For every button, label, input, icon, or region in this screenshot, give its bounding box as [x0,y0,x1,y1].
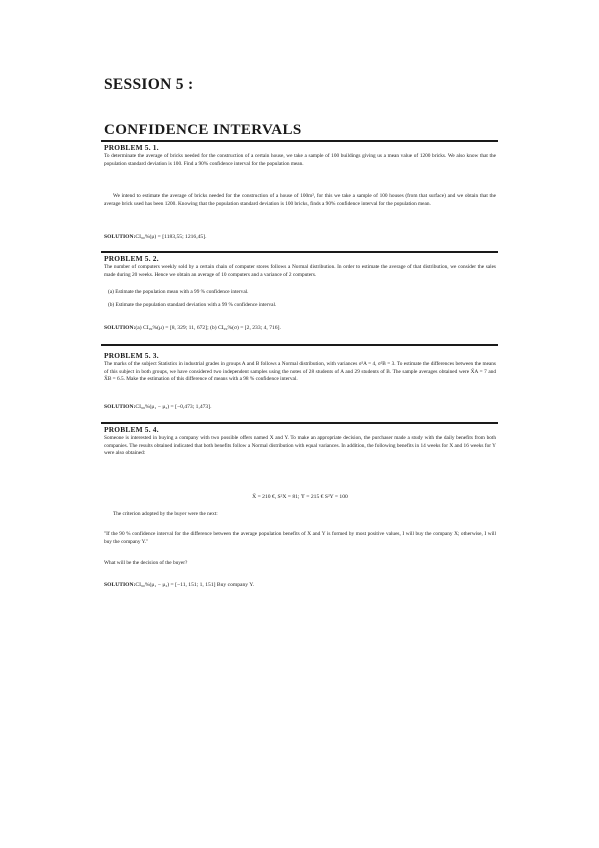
session-title: SESSION 5 : [104,76,194,93]
problem-1-paragraph-2: We intend to estimate the average of bricks needed for the construction of a house of 100m², for this we take a sample of 100 houses (from that surface) and we obtain that the average brick used has been 1200. Knowing that the population standard deviation is 100 bricks, finds a 90% confidence interval for the population mean. [104,193,496,207]
problem-1-title: PROBLEM 5. 1. [104,143,159,152]
problem-4-solution [104,582,496,590]
problem-4-criterion-quote: "If the 90 % confidence interval for the difference between the average population benefits of X and Y is formed by most positive values, I will buy the company X; otherwise, I will buy the company Y." [104,531,496,545]
solution-value: CI₉₀%(μ₁ − μ₂) = [−11, 151; 1, 151] Buy company Y. [135,582,255,588]
problem-4-formula: X̄ = 210 €, S²X = 81; Ȳ = 215 € S²Y = 100 [252,494,348,500]
problem-2-paragraph-1: The number of computers weekly sold by a certain chain of computer stores follows a Normal distribution. In order to estimate the average of that distribution, we consider the sales made during 20 weeks. Hence we obtain an average of 10 computers and a variance of 2 computers. [104,264,496,278]
problem-1-paragraph-1: To determinate the average of bricks needed for the construction of a certain house, we take a sample of 100 buildings giving us a mean value of 1200 bricks. We also know that the population standard deviation is 100. Find a 90% confidence interval for the population mean. [104,153,496,167]
problem-4-title: PROBLEM 5. 4. [104,425,159,434]
problem-3-title: PROBLEM 5. 3. [104,351,159,360]
solution-value: CI₉₀%(μ) = [1183,55; 1216,45]. [135,234,207,240]
problem-3-paragraph-1: The marks of the subject Statistics in industrial grades in groups A and B follows a Normal distribution, with variances σ²A = 4, σ²B = 3. To estimate the differences between the means of this subject in both groups, we have considered two independent samples using the notes of 28 students of A and 29 students of B. The sample averages obtained were X̄A = 7 and X̄B = 6.5. Make the estimation of this difference of means with a 98 % confidence interval. [104,361,496,382]
solution-value: CI₉₈%(μ₁ − μ₂) = [−0,473; 1,473]. [135,404,212,410]
solution-label: SOLUTION: [104,325,136,331]
problem-4-question: What will be the decision of the buyer? [104,560,188,566]
problem-2-item-a: (a) Estimate the population mean with a 99 % confidence interval. [108,289,249,295]
problem-2-item-b: (b) Estimate the population standard deviation with a 99 % confidence interval. [108,302,277,308]
solution-value: (a) CI₉₉%(μ) = [8, 329; 11, 672]; (b) CI₉₉%(σ) = [2, 233; 4, 716]. [135,325,281,331]
problem-2-title: PROBLEM 5. 2. [104,254,159,263]
solution-label: SOLUTION: [104,234,136,240]
solution-label: SOLUTION: [104,404,136,410]
problem-1-solution [104,234,496,242]
problem-4-paragraph-1: Someone is interested in buying a company with two possible offers named X and Y. To make an appropriate decision, the purchaser made a study with the daily benefits from both companies. The results obtained indicated that both benefits follow a Normal distribution with equal variances. In addition, the following benefits in 14 weeks for X and 16 weeks for Y were also obtained: [104,435,496,456]
problem-2-solution [104,325,496,333]
problem-4-criterion-intro: The criterion adopted by the buyer were the next: [113,511,218,517]
problem-3-solution [104,404,496,412]
problem-3-rule [101,422,498,424]
problem-2-rule [101,344,498,346]
chapter-title: CONFIDENCE INTERVALS [104,122,302,138]
problem-1-rule [101,251,498,253]
solution-label: SOLUTION: [104,582,136,588]
chapter-rule [101,140,498,142]
